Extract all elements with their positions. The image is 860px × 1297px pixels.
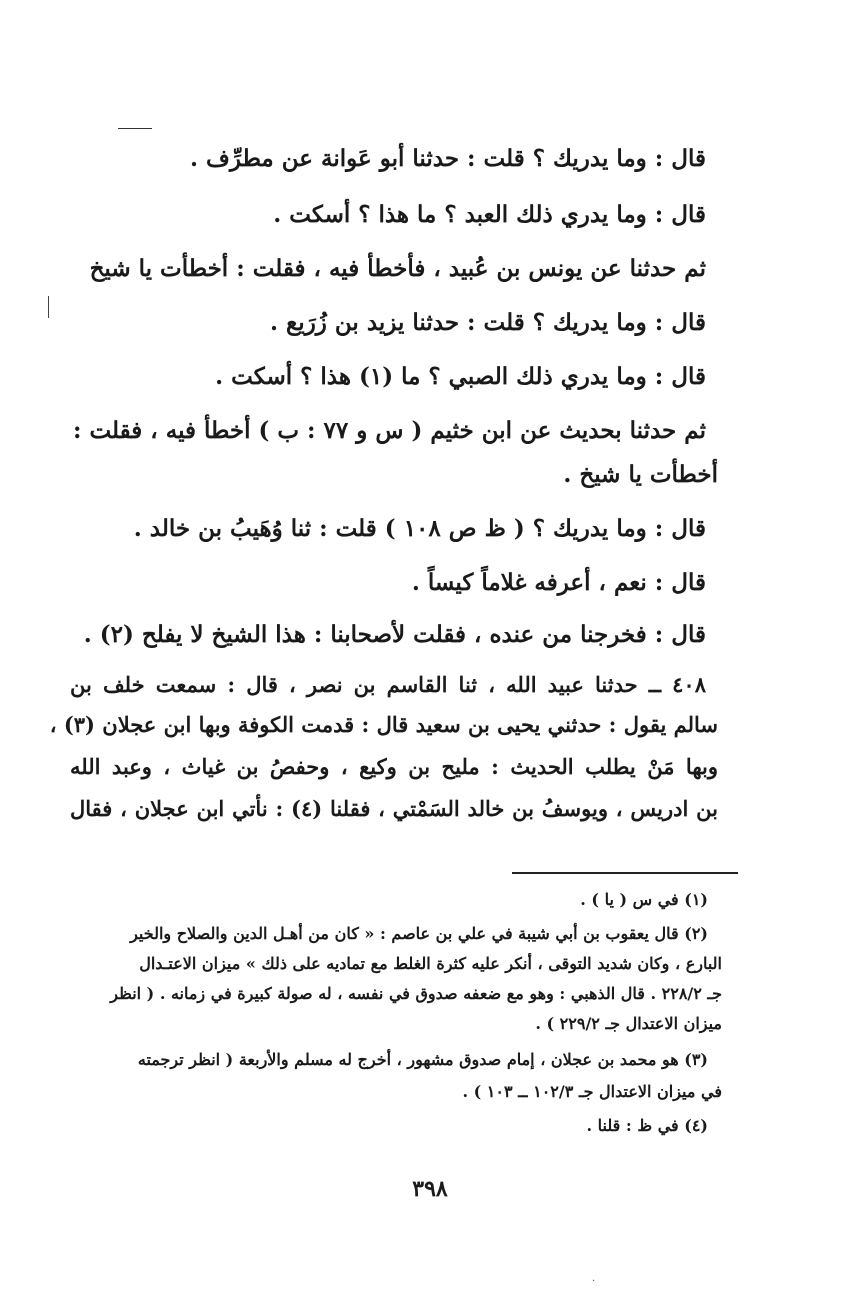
margin-mark [48, 296, 49, 318]
dialogue-line: قال : وما يدريك ؟ قلت : حدثنا يزيد بن زُرَيع . [270, 309, 706, 336]
hadith-line: سالم يقول : حدثني يحيى بن سعيد قال : قدمت الكوفة وبها ابن عجلان (٣) ، [49, 712, 718, 737]
footnote-separator [512, 872, 738, 874]
dialogue-block [70, 132, 718, 652]
hadith-line: بن ادريس ، ويوسفُ بن خالد السَمْتي ، فقلنا (٤) : نأتي ابن عجلان ، فقال [70, 796, 718, 821]
footnote-line: (٣) هو محمد بن عجلان ، إمام صدوق مشهور ، أخرج له مسلم والأربعة ( انظر ترجمته [137, 1050, 708, 1069]
footnote-line: (٤) في ظ : قلنا . [586, 1116, 708, 1135]
page-number: ٣٩٨ [412, 1176, 448, 1202]
scan-speck: · [592, 1276, 596, 1287]
dialogue-line: قال : نعم ، أعرفه غلاماً كيساً . [411, 569, 706, 596]
hadith-line: ٤٠٨ ــ حدثنا عبيد الله ، ثنا القاسم بن نصر ، قال : سمعت خلف بن [70, 672, 706, 697]
footnote-line: جـ ٢٢٨/٢ . قال الذهبي : وهو مع ضعفه صدوق في نفسه ، له صولة كبيرة في زمانه . ( انظر [110, 984, 722, 1003]
footnote-line: البارع ، وكان شديد التوقى ، أنكر عليه كثرة الغلط مع تماديه على ذلك » ميزان الاعتـدال [139, 954, 722, 973]
dialogue-line: قال : وما يدري ذلك العبد ؟ ما هذا ؟ أسكت . [273, 201, 706, 228]
hadith-line: وبها مَنْ يطلب الحديث : مليح بن وكيع ، وحفصُ بن غياث ، وعبد الله [70, 754, 718, 779]
corner-mark [118, 128, 152, 129]
footnote-line: (٢) قال يعقوب بن أبي شيبة في علي بن عاصم : « كان من أهـل الدين والصلاح والخير [130, 924, 708, 943]
footnote-line: (١) في س ( يا ) . [580, 890, 708, 909]
dialogue-line: ثم حدثنا عن يونس بن عُبيد ، فأخطأ فيه ، فقلت : أخطأت يا شيخ [89, 255, 706, 282]
footnotes-block [72, 890, 722, 1160]
dialogue-line: قال : وما يدريك ؟ ( ظ ص ١٠٨ ) قلت : ثنا وُهَيبُ بن خالد . [133, 515, 706, 542]
hadith-paragraph [49, 672, 718, 848]
dialogue-line: قال : وما يدري ذلك الصبي ؟ ما (١) هذا ؟ أسكت . [215, 363, 706, 390]
footnote-line: ميزان الاعتدال جـ ٢٢٩/٢ ) . [535, 1014, 722, 1033]
dialogue-line: أخطأت يا شيخ . [563, 461, 718, 488]
dialogue-line: ثم حدثنا بحديث عن ابن خثيم ( س و ٧٧ : ب ) أخطأ فيه ، فقلت : [72, 417, 706, 444]
footnote-line: في ميزان الاعتدال جـ ١٠٢/٣ ــ ١٠٣ ) . [462, 1082, 722, 1101]
dialogue-line: قال : فخرجنا من عنده ، فقلت لأصحابنا : هذا الشيخ لا يفلح (٢) . [83, 621, 706, 648]
dialogue-line: قال : وما يدريك ؟ قلت : حدثنا أبو عَوانة عن مطرِّف . [190, 145, 706, 172]
